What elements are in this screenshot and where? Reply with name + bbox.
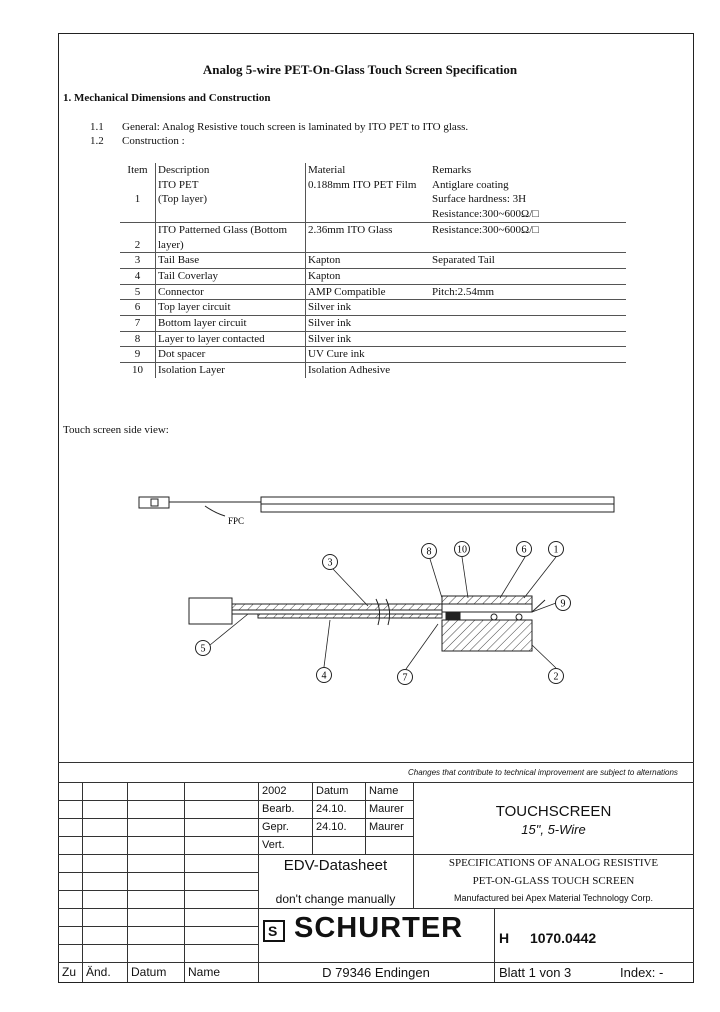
callout-number: 7 [402, 672, 408, 684]
table-cell: ITO PET [156, 178, 306, 193]
bearb-date: 24.10. [316, 803, 347, 815]
table-cell: 9 [120, 347, 156, 363]
table-cell: Layer to layer contacted [156, 331, 306, 347]
grid-line [58, 926, 258, 927]
sheet-number: Blatt 1 von 3 [499, 965, 572, 980]
general-text: General: Analog Resistive touch screen is laminated by ITO PET to ITO glass. [122, 121, 469, 133]
table-cell: Surface hardness: 3H [432, 193, 527, 206]
callout-number: 4 [321, 670, 327, 682]
callout-number: 6 [521, 544, 527, 556]
cross-section-drawing [189, 596, 545, 651]
item-number: 1.1 [90, 121, 104, 133]
table-cell: 6 [120, 300, 156, 316]
grid-line [58, 872, 258, 873]
year: 2002 [262, 785, 287, 797]
table-cell: Kapton [306, 253, 431, 269]
grid-line [127, 782, 128, 982]
vert-label: Vert. [262, 839, 285, 851]
edv-datasheet: EDV-Datasheet [283, 857, 388, 874]
spec-line-2: PET-ON-GLASS TOUCH SCREEN [472, 875, 635, 887]
grid-line [82, 782, 83, 982]
grid-line [365, 782, 366, 854]
callout-number: 2 [553, 671, 559, 683]
table-cell: layer) [156, 238, 306, 253]
table-cell: Dot spacer [156, 347, 306, 363]
table-cell: ITO Patterned Glass (Bottom [156, 222, 306, 237]
divider [58, 782, 694, 783]
grid-line [58, 890, 258, 891]
table-cell: 3 [120, 253, 156, 269]
edv-note: don't change manually [275, 892, 396, 906]
table-cell: 10 [120, 363, 156, 378]
table-cell: AMP Compatible [306, 284, 431, 300]
table-cell: Connector [156, 284, 306, 300]
address: D 79346 Endingen [322, 965, 430, 980]
table-header-cell: Material [308, 164, 346, 176]
notice-text: Changes that contribute to technical improvement are subject to alternations [408, 768, 678, 777]
table-cell: 0.188mm ITO PET Film [308, 178, 417, 191]
grid-line [258, 782, 259, 982]
h-label: H [499, 930, 510, 946]
construction-label: Construction : [122, 135, 185, 147]
table-cell: 7 [120, 316, 156, 332]
grid-line [58, 800, 413, 801]
table-cell: Bottom layer circuit [156, 316, 306, 332]
table-cell: Tail Base [156, 253, 306, 269]
gepr-name: Maurer [369, 821, 404, 833]
bearb-label: Bearb. [262, 803, 295, 815]
name-label: Name [188, 965, 221, 979]
grid-line [494, 908, 495, 982]
callout-number: 5 [200, 643, 206, 655]
table-cell: Pitch:2.54mm [430, 284, 626, 300]
callout-number: 3 [327, 557, 333, 569]
document-number: 1070.0442 [530, 930, 597, 946]
table-cell: 2.36mm ITO Glass [308, 223, 393, 236]
grid-line [184, 782, 185, 982]
callout-number: 8 [426, 546, 432, 558]
brand-name: SCHURTER [294, 912, 464, 944]
table-cell: 2 [120, 238, 156, 253]
table-cell: 8 [120, 331, 156, 347]
table-cell: 1 [120, 192, 156, 207]
table-cell: 4 [120, 268, 156, 284]
table-cell: Silver ink [306, 300, 431, 316]
divider [58, 762, 694, 763]
table-cell: Separated Tail [430, 253, 626, 269]
grid-line [58, 854, 694, 855]
table-cell: Tail Coverlay [156, 268, 306, 284]
table-cell: UV Cure ink [306, 347, 431, 363]
table-cell: 5 [120, 284, 156, 300]
name-header: Name [369, 785, 399, 797]
table-cell: (Top layer) [156, 192, 306, 207]
grid-line [58, 962, 694, 963]
gepr-date: 24.10. [316, 821, 347, 833]
datum-label: Datum [131, 965, 167, 979]
table-header-cell: Remarks [432, 164, 472, 176]
table-cell: Resistance:300~600Ω/□ [430, 207, 626, 222]
grid-line [58, 908, 694, 909]
grid-line [58, 944, 258, 945]
item-number: 1.2 [90, 135, 104, 147]
gepr-label: Gepr. [262, 821, 289, 833]
table-cell: Top layer circuit [156, 300, 306, 316]
grid-line [58, 818, 413, 819]
side-view-label: Touch screen side view: [63, 424, 169, 436]
grid-line [58, 836, 413, 837]
section-heading: 1. Mechanical Dimensions and Construction [63, 92, 271, 104]
schurter-logo-icon: S [263, 920, 285, 942]
fpc-label: FPC [228, 516, 245, 526]
bearb-name: Maurer [369, 803, 404, 815]
table-cell: Resistance:300~600Ω/□ [432, 223, 539, 236]
grid-line [312, 782, 313, 854]
callout-number: 9 [560, 598, 566, 610]
grid-line [413, 782, 414, 908]
table-cell: Silver ink [306, 331, 431, 347]
callout-number: 10 [457, 544, 467, 556]
index-label: Index: - [620, 965, 664, 980]
table-header-cell: Description [156, 163, 306, 178]
spec-line-1: SPECIFICATIONS OF ANALOG RESISTIVE [448, 857, 659, 869]
table-cell: Kapton [306, 268, 431, 284]
product-subtitle: 15", 5-Wire [521, 822, 586, 837]
callout-number: 1 [553, 544, 559, 556]
table-cell: Silver ink [306, 316, 431, 332]
table-cell: Isolation Adhesive [308, 364, 391, 377]
zu-label: Zu [62, 965, 77, 979]
document-title: Analog 5-wire PET-On-Glass Touch Screen Specification [202, 62, 518, 77]
and-label: Änd. [86, 965, 111, 979]
overview-drawing [139, 497, 614, 516]
datum-header: Datum [316, 785, 349, 797]
table-cell: Isolation Layer [156, 363, 306, 378]
table-header-cell: Item [120, 163, 156, 178]
spec-line-3: Manufactured bei Apex Material Technology Corp. [454, 893, 653, 903]
product-title: TOUCHSCREEN [495, 803, 612, 820]
table-cell: Antiglare coating [432, 178, 509, 191]
